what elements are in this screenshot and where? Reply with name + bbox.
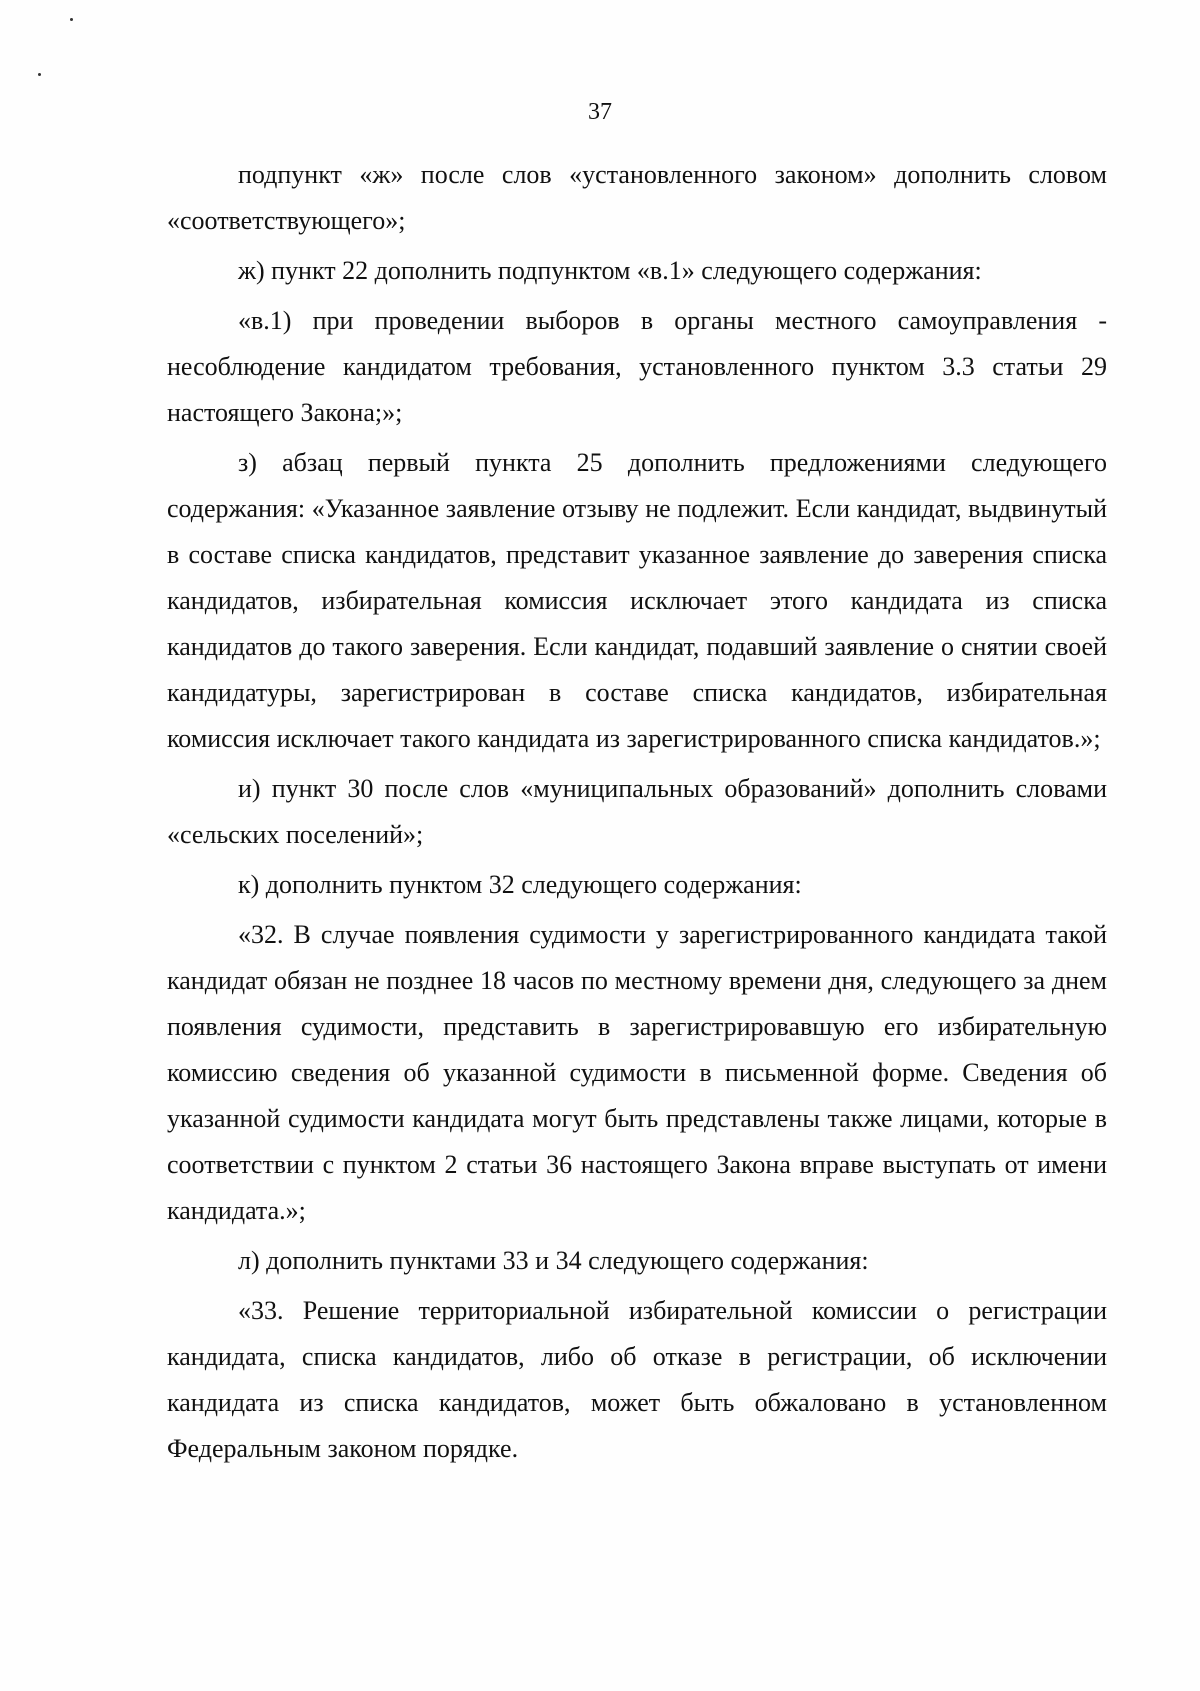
paragraph-k-item-32: к) дополнить пунктом 32 следующего содержания: [238, 870, 802, 899]
scan-speck [70, 18, 73, 21]
paragraph-z-item-25: з) абзац первый пункта 25 дополнить предложениями следующего содержания: «Указанное заявление отзыву не подлежит. Если кандидат, выдвинутый в составе списка кандидатов, представит указанное заявление до заверения списка кандидатов, избирательная комиссия исключает этого кандидата из списка кандидатов до такого заверения. Если кандидат, подавший заявление о снятии своей кандидатуры, зарегистрирован в составе списка кандидатов, избирательная комиссия исключает такого кандидата из зарегистрированного списка кандидатов.»; [167, 448, 1107, 753]
paragraph-i-item-30: и) пункт 30 после слов «муниципальных образований» дополнить словами «сельских поселений»; [167, 774, 1107, 849]
paragraph-subitem-zh-addition: подпункт «ж» после слов «установленного законом» дополнить словом «соответствующего»; [167, 160, 1107, 235]
paragraph-l-items-33-34: л) дополнить пунктами 33 и 34 следующего содержания: [238, 1246, 869, 1275]
paragraph-zh-item-22: ж) пункт 22 дополнить подпунктом «в.1» следующего содержания: [238, 256, 982, 285]
document-body [167, 152, 1107, 1476]
paragraph-33-text: «33. Решение территориальной избирательной комиссии о регистрации кандидата, списка кандидатов, либо об отказе в регистрации, об исключении кандидата из списка кандидатов, может быть обжаловано в установленном Федеральным законом порядке. [167, 1296, 1107, 1463]
paragraph-32-text: «32. В случае появления судимости у зарегистрированного кандидата такой кандидат обязан не позднее 18 часов по местному времени дня, следующего за днем появления судимости, представить в зарегистрировавшую его избирательную комиссию сведения об указанной судимости в письменной форме. Сведения об указанной судимости кандидата могут быть представлены также лицами, которые в соответствии с пунктом 2 статьи 36 настоящего Закона вправе выступать от имени кандидата.»; [167, 920, 1107, 1225]
paragraph-v1-text: «в.1) при проведении выборов в органы местного самоуправления - несоблюдение кандидатом требования, установленного пунктом 3.3 статьи 29 настоящего Закона;»; [167, 306, 1107, 427]
scan-speck [38, 73, 41, 76]
page-number: 37 [588, 99, 612, 125]
